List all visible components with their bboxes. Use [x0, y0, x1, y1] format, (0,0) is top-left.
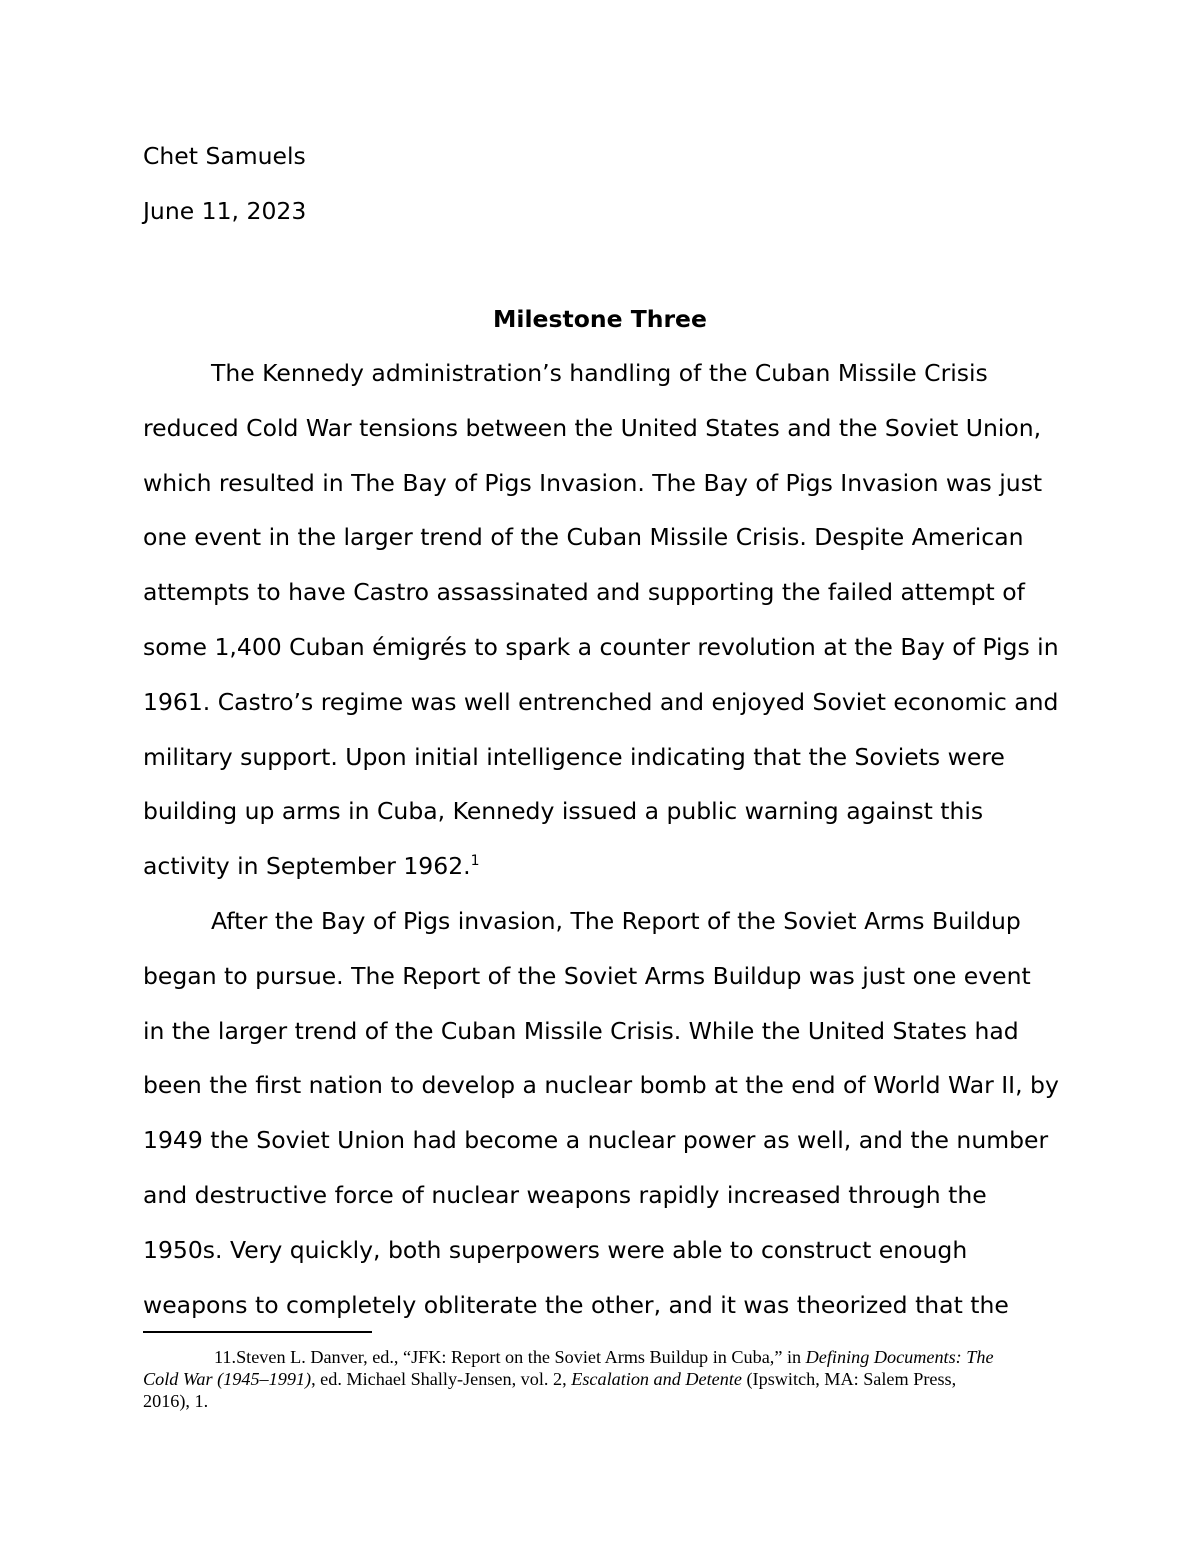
paragraph-line: building up arms in Cuba, Kennedy issued a public warning against this — [143, 797, 984, 826]
author-name: Chet Samuels — [143, 142, 306, 170]
footnote-line — [143, 1346, 1063, 1368]
footnote — [143, 1346, 1063, 1412]
paragraph-line: reduced Cold War tensions between the United States and the Soviet Union, — [143, 413, 1042, 442]
document-title: Milestone Three — [493, 305, 707, 333]
paragraph-line: The Kennedy administration’s handling of the Cuban Missile Crisis — [211, 359, 988, 387]
footnote-line — [143, 1368, 1063, 1390]
paragraph-line: one event in the larger trend of the Cuban Missile Crisis. Despite American — [143, 523, 1024, 552]
document-date: June 11, 2023 — [143, 197, 307, 225]
paragraph-line-text: activity in September 1962. — [143, 852, 471, 881]
paragraph-2-line: in the larger trend of the Cuban Missile Crisis. While the United States had — [143, 1016, 1019, 1045]
footnote-volume-italic: Escalation and Detente — [571, 1369, 742, 1389]
paragraph-2-line: and destructive force of nuclear weapons rapidly increased through the — [143, 1180, 987, 1209]
paragraph-2-line: After the Bay of Pigs invasion, The Report of the Soviet Arms Buildup — [211, 906, 1021, 935]
footnote-text: (Ipswitch, MA: Salem Press, — [741, 1369, 957, 1389]
paragraph-line-last — [143, 839, 1083, 894]
footnote-text: 1.Steven L. Danver, ed., “JFK: Report on the Soviet Arms Buildup in Cuba,” in — [222, 1347, 806, 1367]
paragraph-line: military support. Upon initial intelligence indicating that the Soviets were — [143, 742, 1005, 771]
paragraph-line: some 1,400 Cuban émigrés to spark a counter revolution at the Bay of Pigs in — [143, 632, 1059, 661]
footnote-number: 1 — [214, 1347, 223, 1367]
paragraph-2-line: been the first nation to develop a nuclear bomb at the end of World War II, by — [143, 1071, 1059, 1100]
paragraph-1 — [143, 346, 1083, 1332]
footnote-reference[interactable]: 1 — [470, 853, 480, 870]
paragraph-line: 1961. Castro’s regime was well entrenched and enjoyed Soviet economic and — [143, 687, 1059, 716]
paragraph-2-line: 1949 the Soviet Union had become a nuclear power as well, and the number — [143, 1126, 1049, 1155]
footnote-text: , ed. Michael Shally-Jensen, vol. 2, — [311, 1369, 572, 1389]
footnote-separator — [143, 1331, 372, 1333]
paragraph-line: attempts to have Castro assassinated and supporting the failed attempt of — [143, 578, 1025, 607]
paragraph-2-line: weapons to completely obliterate the other, and it was theorized that the — [143, 1290, 1009, 1319]
footnote-title-italic: Defining Documents: The — [805, 1347, 994, 1367]
paragraph-2-line: 1950s. Very quickly, both superpowers were able to construct enough — [143, 1235, 968, 1264]
paragraph-line: which resulted in The Bay of Pigs Invasion. The Bay of Pigs Invasion was just — [143, 468, 1043, 497]
footnote-title-italic: Cold War (1945–1991) — [143, 1369, 312, 1389]
paragraph-2-line: began to pursue. The Report of the Soviet Arms Buildup was just one event — [143, 961, 1031, 990]
footnote-line: 2016), 1. — [143, 1391, 209, 1411]
